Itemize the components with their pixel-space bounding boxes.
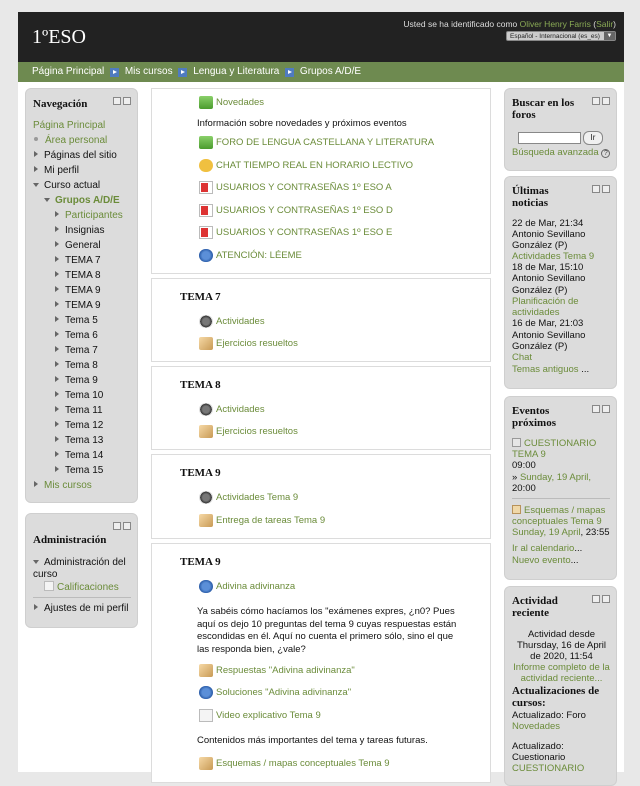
forum-icon <box>199 136 213 149</box>
event-date: Sunday, 19 April, 23:55 <box>512 527 610 538</box>
activity-assignment[interactable]: Esquemas / mapas conceptuales Tema 9 <box>199 757 390 770</box>
collapse-tree-icon <box>33 183 39 187</box>
site-title[interactable]: 1ºESO <box>32 26 86 48</box>
assignment-icon <box>199 664 213 677</box>
new-event-row: Nuevo evento... <box>512 555 579 566</box>
search-button[interactable]: Ir <box>583 131 603 145</box>
navigation-title: Navegación <box>33 98 88 110</box>
section-title: TEMA 8 <box>180 379 221 391</box>
news-author: González (P) <box>512 341 568 352</box>
expand-icon <box>55 331 59 337</box>
section-tema-8 <box>151 366 491 450</box>
breadcrumb-group[interactable]: Grupos A/D/E <box>299 66 362 77</box>
nav-section[interactable]: Tema 9 <box>55 375 98 386</box>
expand-icon <box>55 451 59 457</box>
nav-section[interactable]: TEMA 7 <box>55 255 101 266</box>
collapse-tree-icon <box>33 560 39 564</box>
news-author: Antonio Sevillano <box>512 330 586 341</box>
assignment-icon <box>199 514 213 527</box>
nav-home[interactable]: Página Principal <box>33 120 106 131</box>
nav-section[interactable]: Tema 7 <box>55 345 98 356</box>
upcoming-events-title: Eventos próximos <box>512 405 556 429</box>
expand-icon <box>34 481 38 487</box>
breadcrumb-course[interactable]: Lengua y Literatura <box>193 66 280 77</box>
nav-section[interactable]: Tema 13 <box>55 435 103 446</box>
activity-assignment[interactable]: Ejercicios resueltos <box>199 337 298 350</box>
dock-icon[interactable] <box>602 97 610 105</box>
section-tema-7 <box>151 278 491 362</box>
breadcrumb-home[interactable]: Página Principal <box>32 66 105 77</box>
event-link[interactable]: Esquemas / mapas <box>512 505 605 516</box>
calendar-link[interactable]: Ir al calendario <box>512 543 575 554</box>
dock-icon[interactable] <box>123 97 131 105</box>
expand-icon <box>55 346 59 352</box>
event-link[interactable]: TEMA 9 <box>512 449 546 460</box>
update-text: Cuestionario <box>512 752 566 763</box>
event-link[interactable]: CUESTIONARIO <box>512 438 596 449</box>
news-description: Información sobre novedades y próximos eventos <box>197 118 407 129</box>
nav-section[interactable]: Tema 5 <box>55 315 98 326</box>
news-date: 22 de Mar, 21:34 <box>512 218 584 229</box>
activity-file[interactable]: Video explicativo Tema 9 <box>199 709 321 722</box>
calendar-row: Ir al calendario... <box>512 543 583 554</box>
administration-block <box>25 513 138 628</box>
language-select[interactable] <box>506 31 616 41</box>
new-event-link[interactable]: Nuevo evento <box>512 555 571 566</box>
collapse-icon[interactable] <box>113 97 121 105</box>
login-prefix: Usted se ha identificado como <box>403 19 520 29</box>
expand-icon <box>34 166 38 172</box>
dock-icon[interactable] <box>602 595 610 603</box>
breadcrumb-arrow-icon <box>110 68 119 77</box>
expand-icon <box>55 271 59 277</box>
dock-icon[interactable] <box>602 405 610 413</box>
logout-paren-open: ( <box>590 19 597 29</box>
update-link[interactable]: Novedades <box>512 721 561 732</box>
breadcrumb-arrow-icon <box>178 68 187 77</box>
administration-title: Administración <box>33 534 107 546</box>
expand-icon <box>55 286 59 292</box>
logout-paren-close: ) <box>613 19 616 29</box>
activity-assignment[interactable]: Respuestas "Adivina adivinanza" <box>199 664 355 677</box>
chevron-down-icon: ▼ <box>604 32 615 40</box>
activity-since: Thursday, 16 de April <box>516 640 607 651</box>
activity-users-a[interactable]: USUARIOS Y CONTRASEÑAS 1º ESO A <box>199 181 392 194</box>
search-input[interactable] <box>518 132 581 144</box>
nav-section[interactable]: TEMA 9 <box>55 285 101 296</box>
url-icon <box>199 686 213 699</box>
nav-section[interactable]: Tema 12 <box>55 420 103 431</box>
expand-icon <box>55 361 59 367</box>
login-info <box>403 19 616 29</box>
quiz-icon <box>199 315 213 328</box>
section-general <box>151 88 491 274</box>
expand-icon <box>55 466 59 472</box>
nav-site-pages[interactable]: Páginas del sitio <box>34 150 117 161</box>
news-author: González (P) <box>512 240 568 251</box>
quiz-event-icon <box>512 438 521 447</box>
update-text: Actualizado: Foro <box>512 710 586 721</box>
pdf-icon <box>199 226 213 239</box>
nav-grades[interactable]: Calificaciones <box>44 581 119 593</box>
assignment-icon <box>199 425 213 438</box>
section-text: Contenidos más importantes del tema y tareas futuras. <box>197 735 428 746</box>
quiz-icon <box>199 491 213 504</box>
quiz-icon <box>199 403 213 416</box>
collapse-icon[interactable] <box>592 185 600 193</box>
expand-icon <box>55 421 59 427</box>
search-forums-title: Buscar en los foros <box>512 97 575 121</box>
assignment-icon <box>199 337 213 350</box>
expand-icon <box>55 391 59 397</box>
full-report-link[interactable]: Informe completo de la <box>513 662 610 673</box>
expand-icon <box>55 406 59 412</box>
expand-icon <box>55 316 59 322</box>
logout-link[interactable]: Salir <box>596 19 614 29</box>
breadcrumb-my-courses[interactable]: Mis cursos <box>124 66 173 77</box>
collapse-icon[interactable] <box>113 522 121 530</box>
news-author: Antonio Sevillano <box>512 273 586 284</box>
url-icon <box>199 249 213 262</box>
expand-icon <box>55 226 59 232</box>
nav-my-courses[interactable]: Mis cursos <box>34 480 92 491</box>
dock-icon[interactable] <box>123 522 131 530</box>
course-updates-title: Actualizaciones de cursos: <box>512 685 600 709</box>
nav-section[interactable]: Tema 15 <box>55 465 103 476</box>
nav-section[interactable]: TEMA 9 <box>55 300 101 311</box>
event-date-link[interactable]: Sunday, 19 April <box>512 527 581 538</box>
news-author: Antonio Sevillano <box>512 229 586 240</box>
event-time: 09:00 <box>512 460 536 471</box>
nav-section[interactable]: Tema 11 <box>55 405 103 416</box>
expand-icon <box>55 436 59 442</box>
collapse-tree-icon <box>44 198 50 202</box>
pdf-icon <box>199 204 213 217</box>
assignment-icon <box>199 757 213 770</box>
advanced-search-link[interactable]: Búsqueda avanzada ? <box>512 147 610 158</box>
nav-profile[interactable]: Mi perfil <box>34 165 79 176</box>
activity-since: Actividad desde <box>527 629 596 640</box>
full-report-link[interactable]: actividad reciente... <box>520 673 603 684</box>
collapse-icon[interactable] <box>592 405 600 413</box>
navigation-block <box>25 88 138 503</box>
news-topic-link[interactable]: Actividades Tema 9 <box>512 251 595 262</box>
activity-since: de 2020, 11:54 <box>530 651 593 662</box>
activity-quiz[interactable]: Actividades <box>199 403 265 416</box>
nav-badges[interactable]: Insignias <box>55 225 104 236</box>
nav-participants[interactable]: Participantes <box>55 210 123 221</box>
news-topic-link[interactable]: Planificación de <box>512 296 579 307</box>
section-title: TEMA 9 <box>180 556 221 568</box>
recent-activity-title: Actividad reciente <box>512 595 558 619</box>
latest-news-title: Últimas noticias <box>512 185 549 209</box>
section-title: TEMA 9 <box>180 467 221 479</box>
event-end-time: 20:00 <box>512 483 536 494</box>
activity-quiz[interactable]: Actividades Tema 9 <box>199 491 298 504</box>
expand-icon <box>55 211 59 217</box>
nav-profile-settings[interactable]: Ajustes de mi perfil <box>34 603 128 614</box>
nav-current-course[interactable]: Curso actual <box>33 180 100 191</box>
activity-chat[interactable]: CHAT TIEMPO REAL EN HORARIO LECTIVO <box>199 159 413 172</box>
activity-url[interactable]: Soluciones "Adivina adivinanza" <box>199 686 351 699</box>
section-tema-9b <box>151 543 491 783</box>
update-text: Actualizado: <box>512 741 564 752</box>
file-icon <box>199 709 213 722</box>
news-date: 16 de Mar, 21:03 <box>512 318 584 329</box>
nav-general[interactable]: General <box>55 240 101 251</box>
bullet-icon <box>34 137 38 141</box>
event-end: » Sunday, 19 April, <box>512 472 592 483</box>
section-description: Ya sabéis cómo hacíamos los "exámenes expres, ¿n0? Pues aquí os dejo 10 preguntas del tema 9 cuyas respuestas están escondidas en él. Aquí no cuenta el primero sólo, sino el que las responda bien, ¿vale? <box>197 606 457 655</box>
url-icon <box>199 580 213 593</box>
breadcrumb-arrow-icon <box>285 68 294 77</box>
expand-icon <box>55 241 59 247</box>
activity-forum[interactable]: FORO DE LENGUA CASTELLANA Y LITERATURA <box>199 136 434 149</box>
nav-group[interactable]: Grupos A/D/E <box>44 195 120 206</box>
collapse-icon[interactable] <box>592 97 600 105</box>
grades-icon <box>44 581 54 591</box>
event-end-date-link[interactable]: Sunday, 19 April, <box>519 472 592 483</box>
upcoming-events-block <box>504 396 617 580</box>
activity-users-e[interactable]: USUARIOS Y CONTRASEÑAS 1º ESO E <box>199 226 392 239</box>
nav-section[interactable]: Tema 10 <box>55 390 103 401</box>
collapse-icon[interactable] <box>592 595 600 603</box>
expand-icon <box>34 151 38 157</box>
user-name-link[interactable]: Oliver Henry Farris <box>519 19 591 29</box>
page-header <box>18 12 624 62</box>
event-link[interactable]: conceptuales Tema 9 <box>512 516 602 527</box>
dock-icon[interactable] <box>602 185 610 193</box>
pdf-icon <box>199 181 213 194</box>
nav-course-admin[interactable]: Administración del curso <box>33 557 126 580</box>
divider <box>512 498 610 499</box>
nav-dashboard[interactable]: Área personal <box>34 135 107 146</box>
update-link[interactable]: CUESTIONARIO <box>512 763 585 774</box>
nav-section[interactable]: Tema 14 <box>55 450 103 461</box>
news-topic-link[interactable]: actividades <box>512 307 560 318</box>
forum-icon <box>199 96 213 109</box>
language-value: Español - Internacional (es_es) <box>510 33 600 40</box>
older-topics-link[interactable]: Temas antiguos <box>512 364 579 375</box>
chat-icon <box>199 159 213 172</box>
nav-section[interactable]: Tema 6 <box>55 330 98 341</box>
nav-section[interactable]: TEMA 8 <box>55 270 101 281</box>
activity-assignment[interactable]: Entrega de tareas Tema 9 <box>199 514 325 527</box>
news-date: 18 de Mar, 15:10 <box>512 262 584 273</box>
breadcrumb <box>18 62 624 82</box>
news-topic-link[interactable]: Chat <box>512 352 533 363</box>
latest-news-block <box>504 176 617 389</box>
recent-activity-block <box>504 586 617 786</box>
help-icon[interactable]: ? <box>601 149 610 158</box>
section-title: TEMA 7 <box>180 291 221 303</box>
news-author: González (P) <box>512 285 568 296</box>
activity-news[interactable]: Novedades <box>199 96 264 109</box>
expand-icon <box>34 604 38 610</box>
activity-assignment[interactable]: Ejercicios resueltos <box>199 425 298 438</box>
activity-attention[interactable]: ATENCIÓN: LÉEME <box>199 249 302 262</box>
activity-users-d[interactable]: USUARIOS Y CONTRASEÑAS 1º ESO D <box>199 204 393 217</box>
older-topics: Temas antiguos ... <box>512 364 590 375</box>
assignment-event-icon <box>512 505 521 514</box>
divider <box>33 597 131 598</box>
activity-url[interactable]: Adivina adivinanza <box>199 580 295 593</box>
section-tema-9 <box>151 454 491 539</box>
search-forums-block <box>504 88 617 171</box>
expand-icon <box>55 376 59 382</box>
expand-icon <box>55 301 59 307</box>
activity-quiz[interactable]: Actividades <box>199 315 265 328</box>
nav-section[interactable]: Tema 8 <box>55 360 98 371</box>
expand-icon <box>55 256 59 262</box>
